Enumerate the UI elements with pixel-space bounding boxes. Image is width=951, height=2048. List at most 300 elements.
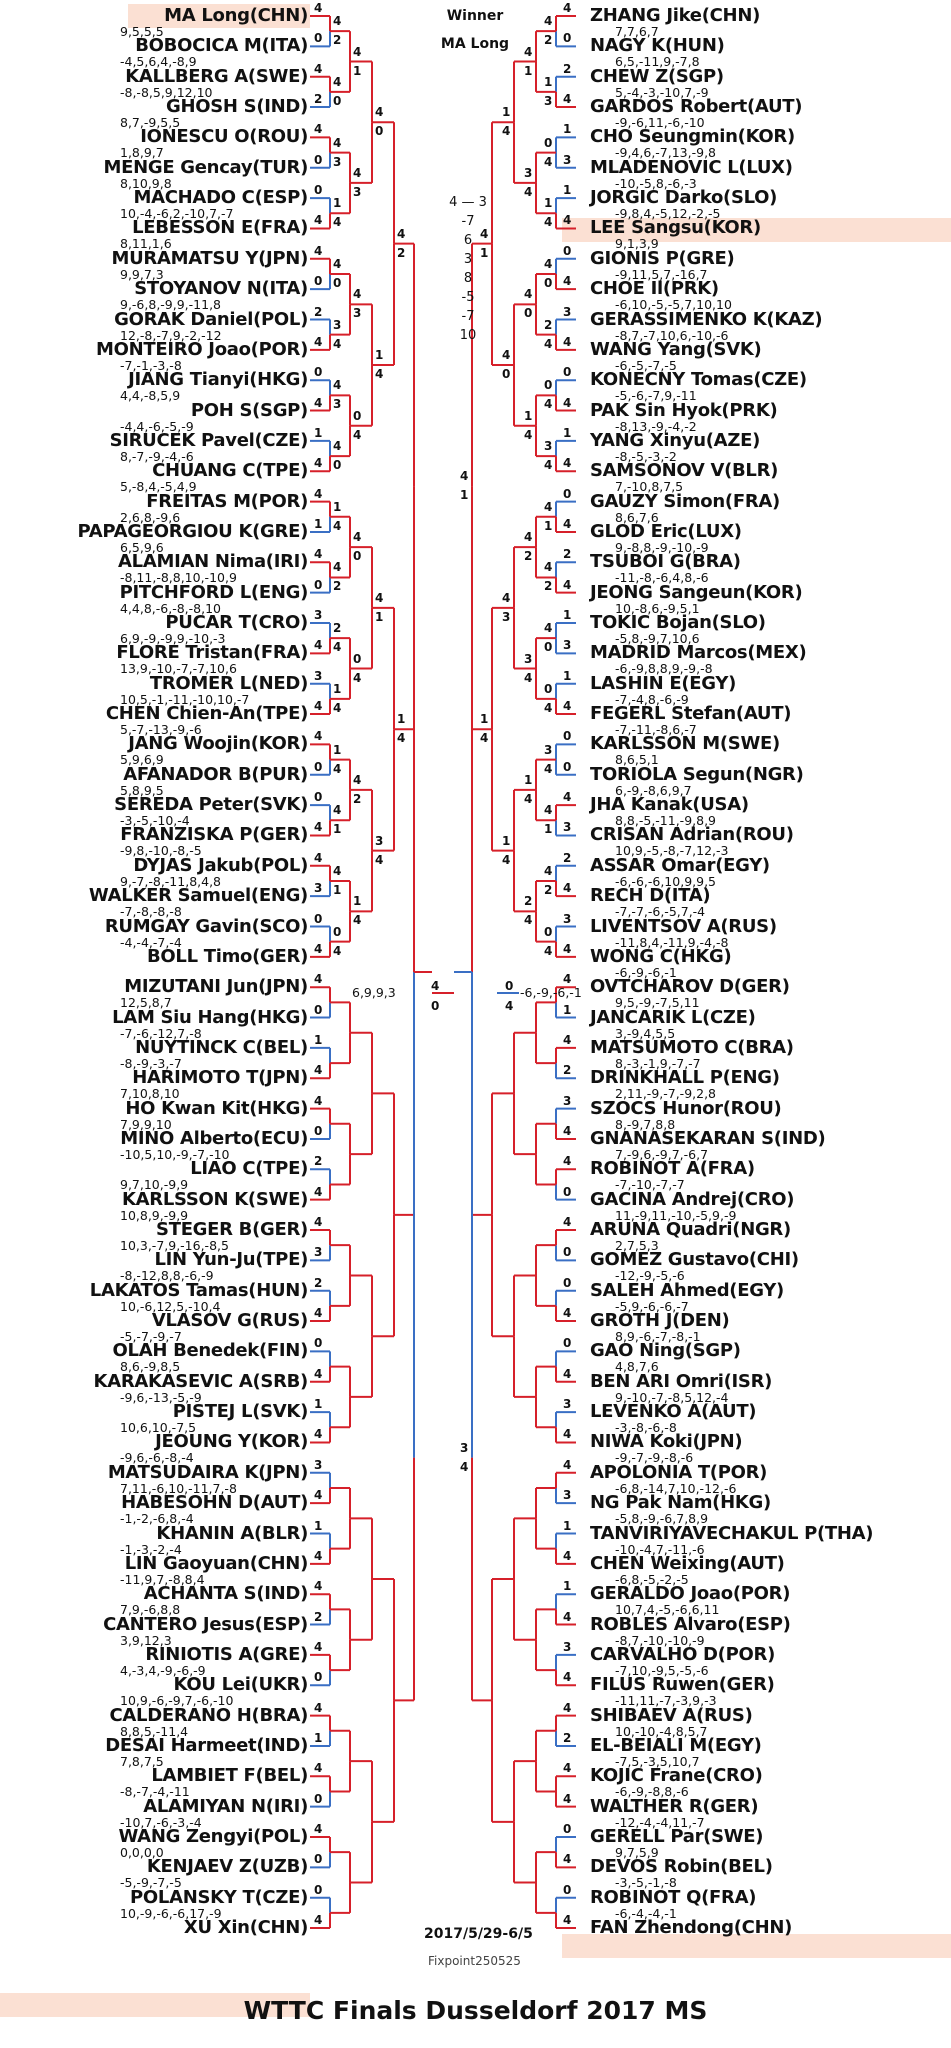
- match-score: -11,8,4,-11,9,-4,-8: [615, 934, 729, 950]
- player-name: HO Kwan Kit(HKG): [125, 1097, 308, 1119]
- match-score: -9,8,-10,-8,-5: [120, 843, 202, 859]
- fixpoint-tag: Fixpoint250525: [428, 1954, 521, 1968]
- player-name: KONECNY Tomas(CZE): [590, 369, 807, 391]
- set-count: 3: [563, 304, 572, 319]
- player-name: CHEN Chien-An(TPE): [105, 703, 308, 725]
- round-set-upper: 4: [375, 590, 384, 605]
- match-score: 8,6,7,6: [615, 509, 659, 525]
- player-name: MATSUMOTO C(BRA): [590, 1036, 794, 1058]
- player-name: LAKATOS Tamas(HUN): [89, 1279, 308, 1301]
- round-set-lower: 1: [353, 63, 362, 78]
- round-set-lower: 4: [353, 427, 362, 442]
- round-set-upper: 4: [353, 165, 362, 180]
- set-count: 0: [563, 1336, 572, 1351]
- set-count: 4: [314, 699, 323, 714]
- set-count: 4: [563, 334, 572, 349]
- set-count: 0: [314, 1336, 323, 1351]
- match-score: -8,-12,8,8,-6,-9: [120, 1268, 214, 1284]
- round-set-lower: 0: [544, 640, 553, 655]
- match-score: 10,8,9,-9,9: [120, 1207, 189, 1223]
- match-score: 5,-7,-13,-9,-6: [120, 722, 202, 738]
- match-score: 9,-6,8,-9,9,-11,8: [120, 297, 221, 313]
- match-score: -9,6,-6,-8,-4: [120, 1450, 194, 1466]
- round-set-lower: 1: [544, 518, 553, 533]
- round-set-upper: 1: [333, 499, 342, 514]
- round-set-lower: 1: [460, 488, 469, 503]
- match-score: 12,5,8,7: [120, 995, 172, 1011]
- match-score: -3,-8,-6,-8: [615, 1420, 677, 1436]
- match-score: 10,9,-5,-8,-7,12,-3: [615, 843, 729, 859]
- set-count: 4: [314, 1639, 323, 1654]
- match-score: -4,-4,-7,-4: [120, 934, 182, 950]
- set-count: 3: [314, 1245, 323, 1260]
- set-count: 4: [563, 1913, 572, 1928]
- round-set-lower: 4: [524, 184, 533, 199]
- match-score: -3,-5,-1,-8: [615, 1875, 677, 1891]
- set-count: 0: [563, 486, 572, 501]
- round-set-upper: 1: [524, 408, 533, 423]
- round-set-upper: 1: [544, 74, 553, 89]
- set-count: 4: [314, 395, 323, 410]
- round-set-upper: 4: [544, 14, 553, 29]
- final-set-7: 10: [459, 328, 477, 343]
- round-set-upper: 1: [502, 105, 511, 120]
- player-name: JEONG Sangeun(KOR): [590, 581, 803, 603]
- set-count: 4: [563, 1761, 572, 1776]
- match-score: -11,9,7,-8,8,4: [120, 1571, 205, 1587]
- match-score: 8,6,-9,8,5: [120, 1359, 181, 1375]
- match-score: 2,6,8,-9,6: [120, 509, 181, 525]
- set-count: 1: [563, 608, 572, 622]
- match-score: 5,-4,-3,-10,7,-9: [615, 84, 709, 100]
- player-name: PISTEJ L(SVK): [172, 1401, 308, 1423]
- set-count: 4: [563, 881, 572, 896]
- player-name: RUMGAY Gavin(SCO): [104, 915, 308, 937]
- set-count: 4: [314, 1184, 323, 1199]
- match-score: 5,-8,4,-5,4,9: [120, 479, 197, 495]
- round-set-lower: 2: [544, 579, 553, 594]
- round-set-lower: 4: [333, 336, 342, 351]
- final-set-score: 4 — 3: [449, 195, 487, 210]
- round-set-upper: 4: [502, 348, 511, 363]
- player-name: WALTHER R(GER): [590, 1795, 759, 1817]
- round-set-upper: 4: [460, 469, 469, 484]
- match-score: -8,-9,-3,-7: [120, 1055, 182, 1071]
- player-name: LASHIN E(EGY): [590, 672, 737, 694]
- match-score: -9,11,5,7,-16,7: [615, 266, 708, 282]
- match-score: -10,-5,8,-6,-3: [615, 175, 697, 191]
- set-count: 4: [314, 1366, 323, 1381]
- round-set-upper: 0: [544, 378, 553, 393]
- player-name: POH S(SGP): [190, 399, 308, 421]
- match-score: -8,-5,-3,-2: [615, 448, 677, 464]
- player-name: LIN Yun-Ju(TPE): [154, 1249, 308, 1271]
- round-set-upper: 1: [502, 833, 511, 848]
- round-set-upper: 4: [480, 226, 489, 241]
- player-name: MIZUTANI Jun(JPN): [124, 976, 308, 998]
- final-right-lower: 4: [505, 999, 514, 1013]
- set-count: 4: [563, 1366, 572, 1381]
- player-name: TROMER L(NED): [149, 672, 308, 694]
- round-set-upper: 4: [544, 499, 553, 514]
- set-count: 4: [314, 820, 323, 835]
- match-score: -8,7,-10,-10,-9: [615, 1632, 705, 1648]
- set-count: 1: [314, 1397, 323, 1412]
- player-name: WANG Yang(SVK): [590, 338, 762, 360]
- match-score: -9,4,6,-7,13,-9,8: [615, 145, 716, 161]
- match-score: -7,10,-9,5,-5,-6: [615, 1662, 709, 1678]
- set-count: 3: [563, 911, 572, 926]
- player-name: GARDOS Robert(AUT): [590, 96, 803, 118]
- player-name: KOJIC Frane(CRO): [590, 1765, 763, 1787]
- player-name: FREITAS M(POR): [146, 490, 308, 512]
- set-count: 4: [563, 941, 572, 956]
- player-name: CHEN Weixing(AUT): [590, 1552, 785, 1574]
- match-score: 8,-7,-9,-4,-6: [120, 448, 194, 464]
- match-score: -11,11,-7,-3,9,-3: [615, 1693, 717, 1709]
- set-count: 2: [563, 61, 572, 76]
- round-set-lower: 2: [333, 33, 342, 48]
- set-count: 4: [314, 1488, 323, 1503]
- set-count: 0: [563, 1882, 572, 1897]
- round-set-upper: 4: [375, 105, 384, 120]
- set-count: 4: [314, 1215, 323, 1229]
- round-set-upper: 1: [397, 712, 406, 727]
- match-score: 10,-9,-6,-6,17,-9: [120, 1905, 222, 1921]
- round-set-upper: 4: [333, 439, 342, 454]
- round-set-upper: 4: [524, 44, 533, 59]
- match-score: 6,-9,-8,6,9,7: [615, 782, 692, 798]
- player-name: FRANZISKA P(GER): [120, 824, 308, 846]
- match-score: 8,9,-6,-7,-8,-1: [615, 1329, 701, 1345]
- player-name: FLORE Tristan(FRA): [116, 642, 308, 664]
- player-name: ROBLES Alvaro(ESP): [590, 1613, 791, 1635]
- set-count: 4: [563, 972, 572, 987]
- set-count: 3: [563, 1093, 572, 1108]
- player-name: JANG Woojin(KOR): [128, 733, 308, 755]
- round-set-lower: 1: [375, 609, 384, 624]
- match-score: 3,-9,4,5,5: [615, 1025, 676, 1041]
- round-set-upper: 4: [502, 590, 511, 605]
- set-count: 3: [563, 638, 572, 653]
- match-score: 7,9,9,10: [120, 1116, 172, 1132]
- player-name: DRINKHALL P(ENG): [590, 1067, 780, 1089]
- set-count: 4: [563, 213, 572, 228]
- round-set-lower: 4: [333, 640, 342, 655]
- match-score: 9,-7,-8,-11,8,4,8: [120, 873, 221, 889]
- match-score: 10,-10,-4,8,5,7: [615, 1723, 708, 1739]
- match-score: -5,9,-6,-6,-7: [615, 1298, 689, 1314]
- match-score: 1,8,9,7: [120, 145, 164, 161]
- final-set-1: -7: [461, 214, 475, 229]
- set-count: 4: [314, 1913, 323, 1928]
- set-count: 1: [563, 183, 572, 198]
- round-set-lower: 4: [333, 215, 342, 230]
- set-count: 0: [563, 31, 572, 46]
- round-set-upper: 0: [544, 135, 553, 150]
- round-set-upper: 0: [353, 408, 362, 423]
- player-name: FAN Zhendong(CHN): [590, 1917, 793, 1939]
- round-set-lower: 4: [460, 1459, 469, 1474]
- set-count: 0: [314, 759, 323, 774]
- set-count: 3: [314, 608, 323, 622]
- match-score: -7,5,-3,5,10,7: [615, 1753, 700, 1769]
- player-name: MENGE Gencay(TUR): [103, 156, 308, 178]
- set-count: 4: [314, 1427, 323, 1442]
- match-score: -6,-9,-6,-1: [615, 964, 677, 980]
- match-score: 9,7,10,-9,9: [120, 1177, 189, 1193]
- player-name: YANG Xinyu(AZE): [590, 429, 760, 451]
- player-name: GIONIS P(GRE): [590, 247, 735, 269]
- set-count: 4: [314, 972, 323, 987]
- set-count: 0: [314, 183, 323, 198]
- player-name: KARLSSON M(SWE): [590, 733, 780, 755]
- player-name: GERELL Par(SWE): [590, 1826, 764, 1847]
- round-set-upper: 3: [524, 651, 533, 666]
- round-set-upper: 1: [544, 196, 553, 211]
- set-count: 4: [563, 456, 572, 471]
- match-score: 9,1,3,9: [615, 236, 659, 252]
- match-score: -10,5,10,-9,-7,-10: [120, 1146, 230, 1162]
- round-set-lower: 1: [333, 822, 342, 837]
- player-name: DYJAS Jakub(POL): [133, 854, 308, 876]
- round-set-lower: 0: [524, 306, 533, 321]
- set-count: 2: [563, 850, 572, 865]
- player-name: STEGER B(GER): [156, 1219, 308, 1240]
- final-set-5: -5: [461, 290, 475, 305]
- match-score: -7,-11,-8,6,-7: [615, 722, 697, 738]
- player-name: EL-BEIALI M(EGY): [590, 1734, 762, 1756]
- match-score: 9,5,-9,-7,5,11: [615, 995, 700, 1011]
- player-name: KHANIN A(BLR): [156, 1522, 308, 1544]
- round-set-lower: 4: [544, 154, 553, 169]
- set-count: 0: [314, 1123, 323, 1138]
- player-name: JANCARIK L(CZE): [590, 1006, 756, 1028]
- player-name: CHOE Il(PRK): [590, 278, 719, 300]
- player-name: LIN Gaoyuan(CHN): [124, 1552, 308, 1574]
- round-set-lower: 0: [333, 275, 342, 290]
- player-name: BOBOCICA M(ITA): [135, 35, 308, 57]
- player-name: ARUNA Quadri(NGR): [590, 1219, 791, 1240]
- set-count: 3: [563, 820, 572, 835]
- match-score: 8,11,1,6: [120, 236, 172, 252]
- final-set-3: 3: [463, 252, 473, 267]
- player-name: TOKIC Bojan(SLO): [590, 612, 766, 633]
- player-name: SZOCS Hunor(ROU): [590, 1097, 782, 1119]
- page-title: WTTC Finals Dusseldorf 2017 MS: [243, 1996, 708, 2025]
- player-name: GLOD Eric(LUX): [590, 520, 742, 542]
- match-score: -1,-2,-6,8,-4: [120, 1511, 194, 1527]
- match-score: -8,7,-7,10,6,-10,-6: [615, 327, 729, 343]
- player-name: MINO Alberto(ECU): [120, 1127, 308, 1149]
- set-count: 4: [563, 516, 572, 531]
- match-score: 10,-4,-6,2,-10,7,-7: [120, 206, 234, 222]
- round-set-lower: 4: [397, 731, 406, 746]
- set-count: 3: [563, 1397, 572, 1412]
- round-set-lower: 1: [544, 822, 553, 837]
- round-set-lower: 2: [353, 791, 362, 806]
- match-score: -4,5,6,4,-8,9: [120, 54, 197, 70]
- match-score: 6,5,9,6: [120, 539, 164, 555]
- round-set-lower: 3: [353, 306, 362, 321]
- match-score: -5,8,-9,7,10,6: [615, 631, 700, 646]
- set-count: 3: [314, 881, 323, 896]
- match-score: -9,-7,-9,-8,-6: [615, 1450, 694, 1466]
- set-count: 4: [563, 1, 572, 15]
- final-right-upper: 0: [505, 979, 514, 993]
- match-score: 3,9,12,3: [120, 1632, 172, 1648]
- match-score: -7,-8,-8,-8: [120, 904, 182, 920]
- round-set-upper: 4: [333, 560, 342, 575]
- set-count: 4: [563, 1670, 572, 1685]
- round-set-upper: 4: [333, 74, 342, 89]
- set-count: 4: [563, 1548, 572, 1563]
- set-count: 0: [314, 1670, 323, 1685]
- match-score: 12,-8,-7,9,-2,-12: [120, 327, 222, 343]
- player-name: MACHADO C(ESP): [133, 187, 308, 209]
- round-set-upper: 3: [333, 317, 342, 332]
- round-set-lower: 4: [524, 913, 533, 928]
- player-name: TSUBOI G(BRA): [590, 551, 741, 573]
- round-set-lower: 1: [480, 245, 489, 260]
- player-name: MURAMATSU Y(JPN): [111, 247, 308, 269]
- match-score: -5,8,-9,-6,7,8,9: [615, 1511, 709, 1527]
- set-count: 4: [563, 1032, 572, 1047]
- set-count: 0: [314, 577, 323, 592]
- round-set-upper: 3: [544, 439, 553, 454]
- match-score: 6,5,-11,9,-7,8: [615, 54, 700, 70]
- match-score: 8,7,-9,5,5: [120, 115, 181, 131]
- player-name: MADRID Marcos(MEX): [590, 642, 807, 664]
- player-name: CARVALHO D(POR): [590, 1643, 775, 1665]
- match-score: -6,-9,8,8,9,-9,-8: [615, 661, 713, 677]
- round-set-lower: 0: [333, 458, 342, 473]
- final-left-upper: 4: [431, 979, 440, 993]
- round-set-lower: 4: [502, 852, 511, 867]
- set-count: 4: [563, 92, 572, 107]
- player-name: PAK Sin Hyok(PRK): [590, 399, 778, 421]
- match-score: -8,13,-9,-4,-2: [615, 418, 697, 434]
- round-set-lower: 2: [397, 245, 406, 260]
- set-count: 0: [314, 1002, 323, 1017]
- set-count: 4: [563, 1123, 572, 1138]
- match-score: 4,-3,4,-9,-6,-9: [120, 1662, 206, 1678]
- set-count: 1: [314, 1518, 323, 1533]
- event-date: 2017/5/29-6/5: [424, 1926, 533, 1942]
- player-name: LEE Sangsu(KOR): [590, 217, 761, 239]
- match-score: -7,-10,-7,-7: [615, 1177, 685, 1193]
- set-count: 0: [563, 1275, 572, 1290]
- player-name: OVTCHAROV D(GER): [590, 976, 790, 998]
- set-count: 4: [314, 1093, 323, 1108]
- round-set-upper: 4: [353, 287, 362, 302]
- round-set-lower: 3: [333, 154, 342, 169]
- match-score: 7,-10,8,7,5: [615, 479, 684, 495]
- match-score: -6,8,-5,-2,-5: [615, 1571, 689, 1587]
- match-score: 8,6,5,1: [615, 752, 659, 768]
- player-name: GAUZY Simon(FRA): [590, 490, 780, 512]
- set-count: 4: [563, 1154, 572, 1169]
- match-score: 9,-8,8,-9,-10,-9: [615, 539, 709, 555]
- round-set-upper: 0: [333, 924, 342, 939]
- player-name: CRISAN Adrian(ROU): [590, 824, 794, 846]
- player-name: ROBINOT Q(FRA): [590, 1886, 757, 1908]
- player-name: JIANG Tianyi(HKG): [128, 369, 308, 391]
- player-name: ALAMIAN Nima(IRI): [118, 551, 308, 573]
- player-name: BEN ARI Omri(ISR): [590, 1370, 773, 1392]
- player-name: RINIOTIS A(GRE): [145, 1643, 308, 1665]
- set-count: 2: [563, 547, 572, 562]
- match-score: -7,-6,-12,7,-8: [120, 1025, 202, 1041]
- round-set-lower: 3: [353, 184, 362, 199]
- match-score: 9,9,7,3: [120, 266, 164, 282]
- set-count: 4: [563, 1609, 572, 1624]
- match-score: 0,0,0,0: [120, 1845, 164, 1860]
- match-score: 7,-9,6,-9,7,-6,7: [615, 1146, 709, 1162]
- match-score: 2,11,-9,-7,-9,2,8: [615, 1086, 716, 1102]
- match-score: -8,11,-8,8,10,-10,9: [120, 570, 237, 586]
- set-count: 2: [563, 1063, 572, 1078]
- set-count: 2: [314, 1609, 323, 1624]
- set-count: 4: [314, 638, 323, 653]
- final-set-2: 6: [463, 233, 473, 248]
- player-name: GHOSH S(IND): [166, 96, 308, 118]
- player-name: AFANADOR B(PUR): [123, 763, 308, 785]
- round-set-upper: 4: [333, 256, 342, 271]
- player-name: TORIOLA Segun(NGR): [590, 763, 804, 785]
- match-score: 7,11,-6,10,-11,7,-8: [120, 1480, 237, 1496]
- round-set-lower: 3: [502, 609, 511, 624]
- match-score: 10,-6,12,5,-10,4: [120, 1298, 221, 1314]
- round-set-lower: 4: [524, 670, 533, 685]
- match-score: -12,-4,-4,11,-7: [615, 1814, 705, 1830]
- match-score: -6,-5,-7,-5: [615, 357, 677, 373]
- round-set-upper: 3: [375, 833, 384, 848]
- round-set-lower: 3: [544, 93, 553, 108]
- player-name: WONG C(HKG): [590, 945, 732, 967]
- set-count: 4: [563, 274, 572, 289]
- match-score: 10,-8,6,-9,5,1: [615, 600, 700, 616]
- player-name: LAM Siu Hang(HKG): [112, 1006, 308, 1028]
- round-set-upper: 4: [544, 560, 553, 575]
- player-name: LEBESSON E(FRA): [132, 217, 308, 239]
- set-count: 1: [563, 425, 572, 440]
- player-name: CALDERANO H(BRA): [109, 1704, 308, 1726]
- set-count: 0: [563, 729, 572, 744]
- set-count: 1: [563, 122, 572, 137]
- player-name: NIWA Koki(JPN): [590, 1431, 743, 1453]
- player-name: KARLSSON K(SWE): [122, 1188, 308, 1210]
- match-score: 5,8,9,5: [120, 782, 164, 798]
- match-score: -9,8,4,-5,12,-2,-5: [615, 206, 721, 222]
- player-name: DESAI Harmeet(IND): [105, 1734, 308, 1756]
- match-score: 11,-9,11,-10,-5,9,-9: [615, 1207, 737, 1223]
- round-set-lower: 4: [333, 761, 342, 776]
- player-name: NUYTINCK C(BEL): [135, 1036, 308, 1058]
- match-score: -5,-9,-7,-5: [120, 1875, 182, 1891]
- match-score: -6,-6,-6,10,9,9,5: [615, 873, 716, 889]
- match-score: 7,8,7,5: [120, 1753, 164, 1769]
- match-score: 10,7,4,-5,-6,6,11: [615, 1602, 720, 1618]
- player-name: MA Long(CHN): [164, 5, 308, 26]
- final-left-lower: 0: [431, 999, 440, 1013]
- set-count: 3: [314, 1457, 323, 1472]
- set-count: 1: [563, 1002, 572, 1017]
- round-set-lower: 2: [544, 882, 553, 897]
- match-score: 9,7,5,9: [615, 1845, 659, 1860]
- player-name: ZHANG Jike(CHN): [590, 5, 761, 26]
- set-count: 4: [314, 1822, 323, 1836]
